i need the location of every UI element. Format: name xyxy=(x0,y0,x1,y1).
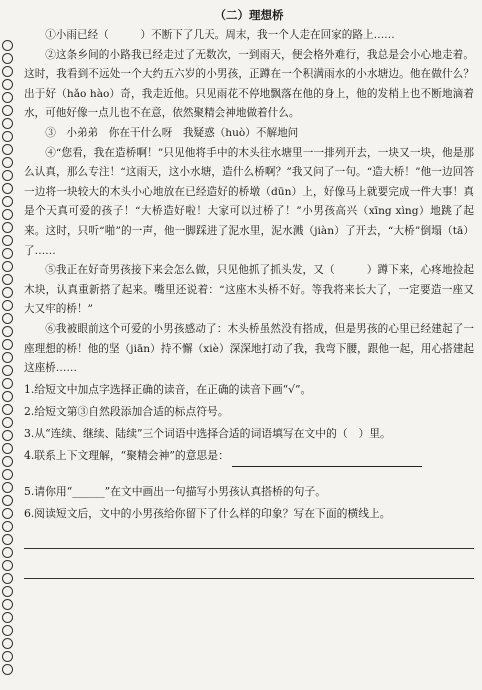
binder-hole xyxy=(2,144,13,155)
question-3: 3.从“连续、继续、陆续”三个词语中选择合适的词语填写在文中的（ ）里。 xyxy=(24,426,391,440)
paragraph-5: ⑤我正在好奇男孩接下来会怎么做，只见他抓了抓头发，又（ ）蹲下来，心疼地捡起木块，认真重新搭了起来。嘴里还说着：“这座木头桥不好。等我将来长大了，一定要造一座又大又牢的桥！” xyxy=(24,264,474,316)
binder-hole xyxy=(2,170,13,181)
binder-hole xyxy=(2,118,13,129)
paragraph-4: ④“您看，我在造桥啊！”只见他将手中的木头往水塘里一一排列开去，一块又一块，他是那么认真，那么专注！“这雨天，这小水塘，造什么桥啊？”我又问了一句。“造大桥！”他一边回答一边将一块较大的木头小心地放在已经造好的桥墩（dūn）上，好像马上就要完成一件大事！真是个天真可爱的孩子！“大桥造好啦！大家可以过桥了！”小男孩高兴（xīng xìng）地跳了起来。这时，只听“啪”的一声，他一脚踩进了泥水里，泥水溅（jiàn）了开去，“大桥”倒塌（tā）了…… xyxy=(24,146,474,257)
binder-hole xyxy=(2,157,13,168)
worksheet xyxy=(24,4,474,688)
binder-hole xyxy=(2,222,13,233)
binder-hole xyxy=(2,365,13,376)
binder-hole xyxy=(2,456,13,467)
binder-hole xyxy=(2,664,13,675)
paragraph-2: ②这条乡间的小路我已经走过了无数次，一到雨天，便会格外难行，我总是会小心地走着。这时，我看到不远处一个大约五六岁的小男孩，正蹲在一个积满雨水的小水塘边。他在做什么？出于好（hǎo hào）奇，我走近他。只见雨花不停地飘落在他的身上，他的发梢上也不断地滴着水，可他好像一点儿也不在意，依然聚精会神地做着什么。 xyxy=(24,48,474,120)
binder-hole xyxy=(2,599,13,610)
binder-hole xyxy=(2,209,13,220)
binder-hole xyxy=(2,105,13,116)
binder-hole xyxy=(2,534,13,545)
binder-hole xyxy=(2,40,13,51)
binder-hole xyxy=(2,521,13,532)
binder-hole xyxy=(2,638,13,649)
binder-hole xyxy=(2,508,13,519)
binder-hole xyxy=(2,469,13,480)
binder-hole xyxy=(2,417,13,428)
binder-hole xyxy=(2,430,13,441)
question-5: 5.请你用“______”在文中画出一句描写小男孩认真搭桥的句子。 xyxy=(24,484,327,498)
answer-line-4[interactable] xyxy=(232,456,422,467)
binder-hole xyxy=(2,235,13,246)
binder-hole xyxy=(2,651,13,662)
binder-hole xyxy=(2,443,13,454)
question-4: 4.联系上下文理解，“聚精会神”的意思是： xyxy=(24,448,229,462)
binder-hole xyxy=(2,482,13,493)
binder-hole xyxy=(2,183,13,194)
paragraph-6: ⑥我被眼前这个可爱的小男孩感动了：木头桥虽然没有搭成，但是男孩的心里已经建起了一座理想的桥！他的坚（jiān）持不懈（xiè）深深地打动了我，我弯下腰，跟他一起，用心搭建起这座桥…… xyxy=(24,322,474,375)
passage-title: （二）理想桥 xyxy=(214,8,284,22)
binder-hole xyxy=(2,313,13,324)
binder-hole xyxy=(2,625,13,636)
binder-hole xyxy=(2,274,13,285)
binder-hole xyxy=(2,131,13,142)
binder-hole xyxy=(2,404,13,415)
answer-line-6b[interactable] xyxy=(24,577,474,579)
binder-hole xyxy=(2,547,13,558)
binder-hole xyxy=(2,378,13,389)
paragraph-3: ③ 小弟弟 你在干什么呀 我疑惑（huò）不解地问 xyxy=(45,126,299,139)
binder-hole xyxy=(2,339,13,350)
question-6: 6.阅读短文后，文中的小男孩给你留下了什么样的印象？写在下面的横线上。 xyxy=(24,506,391,520)
binder-hole xyxy=(2,391,13,402)
binder-hole xyxy=(2,92,13,103)
binder-hole xyxy=(2,573,13,584)
binder-hole xyxy=(2,612,13,623)
binder-hole xyxy=(2,79,13,90)
binder-holes xyxy=(2,40,16,680)
binder-hole xyxy=(2,53,13,64)
binder-hole xyxy=(2,261,13,272)
question-1: 1.给短文中加点字选择正确的读音，在正确的读音下画“√”。 xyxy=(24,382,312,396)
binder-hole xyxy=(2,300,13,311)
binder-hole xyxy=(2,248,13,259)
binder-hole xyxy=(2,352,13,363)
binder-hole xyxy=(2,287,13,298)
binder-hole xyxy=(2,586,13,597)
binder-hole xyxy=(2,66,13,77)
question-2: 2.给短文第③自然段添加合适的标点符号。 xyxy=(24,404,229,418)
question-4-row xyxy=(24,445,474,467)
binder-hole xyxy=(2,196,13,207)
paragraph-1: ①小雨已经（ ）不断下了几天。周末，我一个人走在回家的路上…… xyxy=(45,29,395,41)
binder-hole xyxy=(2,560,13,571)
binder-hole xyxy=(2,326,13,337)
binder-hole xyxy=(2,495,13,506)
